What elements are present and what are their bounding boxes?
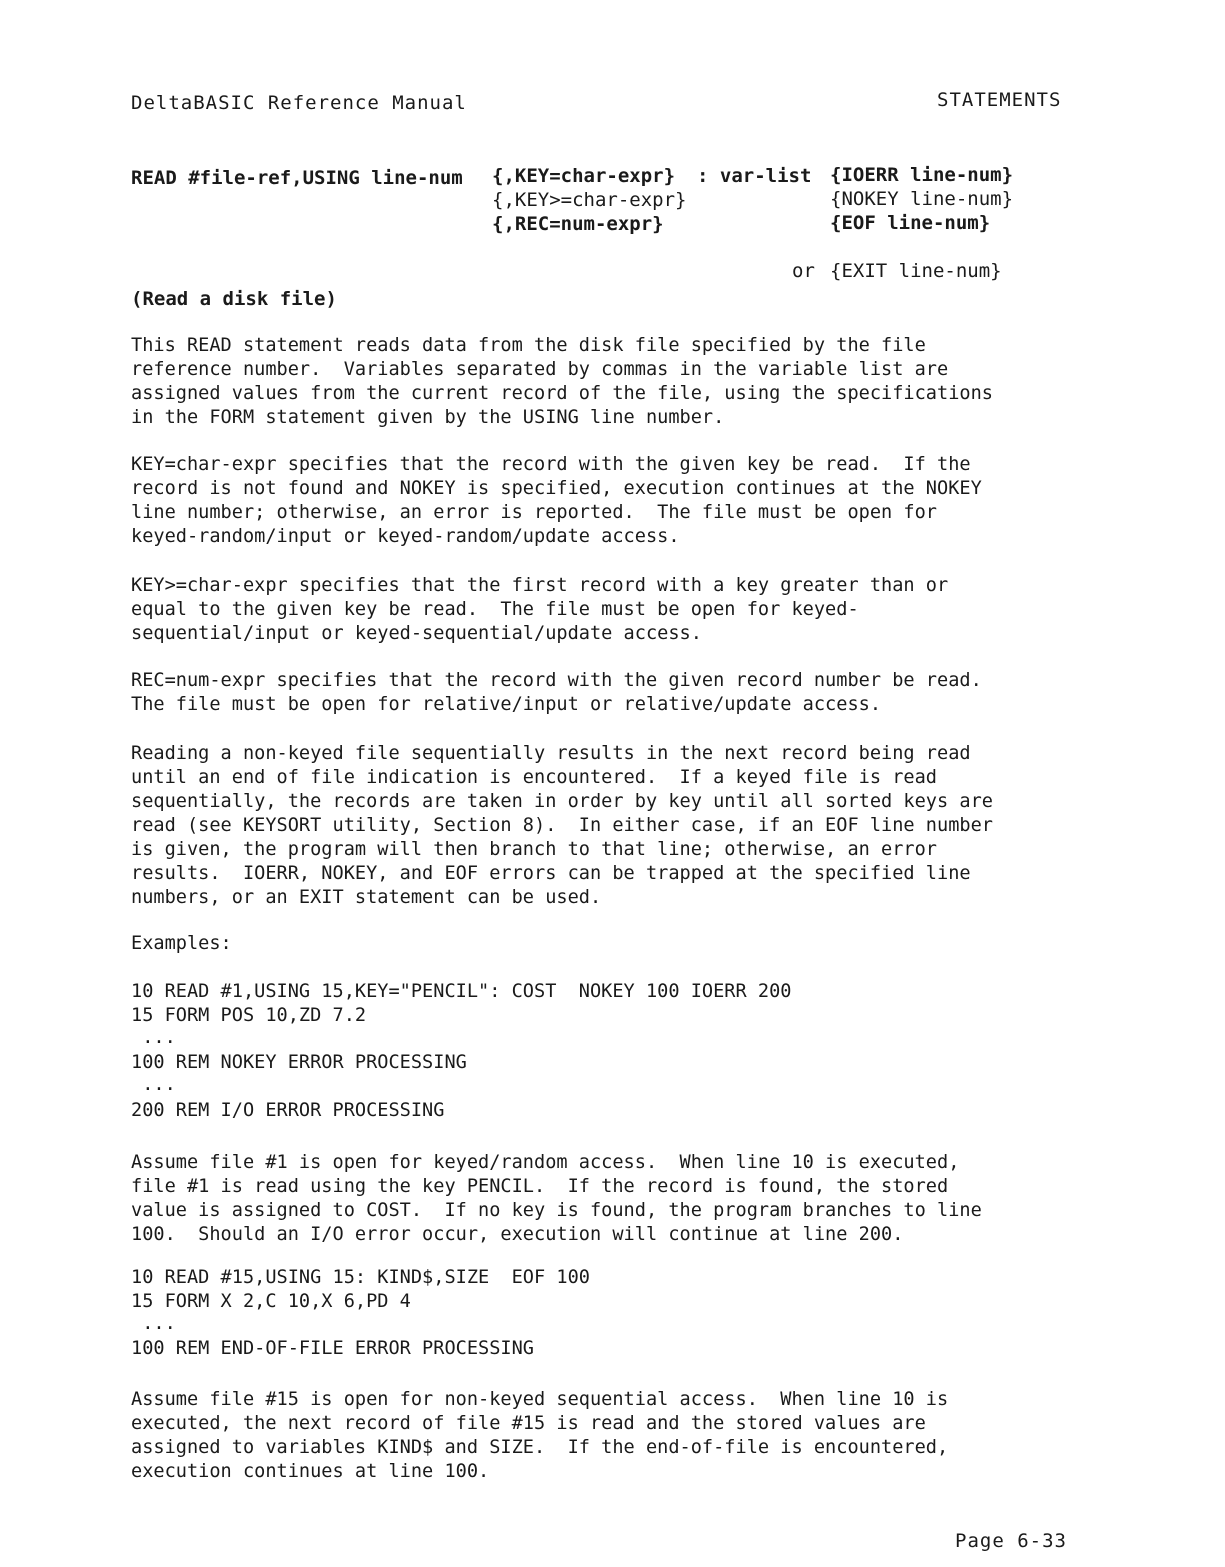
syntax-key-ge-option: {,KEY>=char-expr} (492, 189, 687, 211)
code-line: 15 FORM POS 10,ZD 7.2 (131, 1005, 367, 1026)
paragraph-key-option: KEY=char-expr specifies that the record with the given key be read. If the record is not found and NOKEY is specified, execution continues at the NOKEY line number; otherwise, an error is reported. The file must be open for keyed-random/input or keyed-random/update access. (131, 454, 982, 547)
statement-subtitle: (Read a disk file) (131, 288, 337, 310)
syntax-eof-option: {EOF line-num} (830, 212, 991, 234)
page-number: Page 6-33 (955, 1530, 1067, 1552)
paragraph-rec-option: REC=num-expr specifies that the record with the given record number be read. The file must be open for relative/input or relative/update access. (131, 670, 982, 715)
examples-label: Examples: (131, 933, 232, 954)
syntax-nokey-option: {NOKEY line-num} (830, 188, 1014, 210)
code-line: 100 REM NOKEY ERROR PROCESSING (131, 1052, 467, 1073)
paragraph-sequential-read: Reading a non-keyed file sequentially results in the next record being read until an end of file indication is encountered. If a keyed file is read sequentially, the records are taken in order by key until all sorted keys are read (see KEYSORT utility, Section 8). In either case, if an EOF line number is given, the program will then branch to that line; otherwise, an error results. IOERR, NOKEY, and EOF errors can be trapped at the specified line numbers, or an EXIT statement can be used. (131, 743, 993, 908)
paragraph-example2-explanation: Assume file #15 is open for non-keyed sequential access. When line 10 is executed, the next record of file #15 is read and the stored values are assigned to variables KIND$ and SIZE. If the end-of-file is encountered, execution continues at line 100. (131, 1389, 949, 1482)
code-line: 100 REM END-OF-FILE ERROR PROCESSING (131, 1338, 534, 1359)
syntax-exit-option: {EXIT line-num} (830, 260, 1002, 282)
paragraph-key-ge-option: KEY>=char-expr specifies that the first record with a key greater than or equal to the given key be read. The file must be open for keyed- sequential/input or keyed-sequential/update access. (131, 575, 949, 644)
code-line: 15 FORM X 2,C 10,X 6,PD 4 (131, 1291, 411, 1312)
syntax-rec-option: {,REC=num-expr} (492, 213, 664, 235)
code-ellipsis: ... (131, 1074, 176, 1095)
running-header-section: STATEMENTS (937, 89, 1062, 111)
syntax-ioerr-option: {IOERR line-num} (830, 164, 1014, 186)
code-line: 200 REM I/O ERROR PROCESSING (131, 1100, 445, 1121)
syntax-statement: READ #file-ref,USING line-num (131, 167, 463, 189)
code-ellipsis: ... (131, 1027, 176, 1048)
syntax-var-list: : var-list (697, 165, 812, 187)
syntax-or-word: or (792, 260, 815, 282)
paragraph-example1-explanation: Assume file #1 is open for keyed/random access. When line 10 is executed, file #1 is read using the key PENCIL. If the record is found, the stored value is assigned to COST. If no key is found, the program branches to line 100. Should an I/O error occur, execution will continue at line 200. (131, 1152, 982, 1245)
code-ellipsis: ... (131, 1313, 176, 1334)
running-header-title: DeltaBASIC Reference Manual (131, 92, 467, 114)
code-line: 10 READ #1,USING 15,KEY="PENCIL": COST NOKEY 100 IOERR 200 (131, 981, 792, 1002)
syntax-key-option: {,KEY=char-expr} (492, 165, 676, 187)
code-line: 10 READ #15,USING 15: KIND$,SIZE EOF 100 (131, 1267, 590, 1288)
paragraph-description: This READ statement reads data from the disk file specified by the file reference number. Variables separated by commas in the variable list are assigned values from the current record of the file, using the specifications in the FORM statement given by the USING line number. (131, 335, 993, 428)
